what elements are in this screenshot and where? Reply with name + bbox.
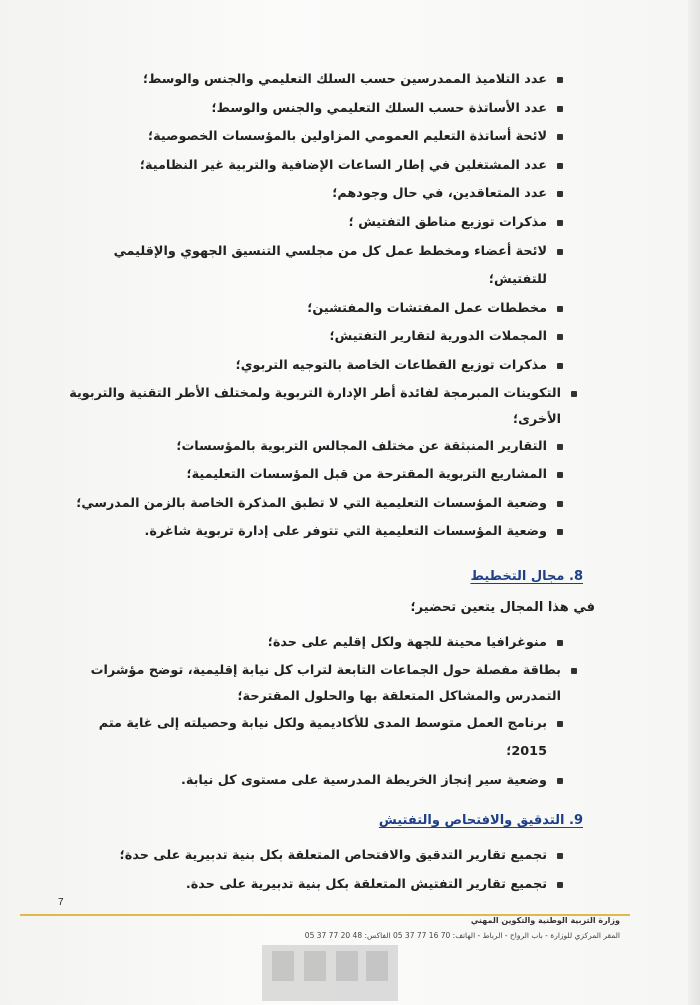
- logo-tile: [366, 951, 388, 981]
- section-9-number: 9.: [569, 813, 583, 829]
- list-item: عدد الأساتذة حسب السلك التعليمي والجنس والوسط؛: [60, 95, 565, 124]
- planning-list: [60, 629, 565, 795]
- section-9-heading: [60, 813, 583, 828]
- list-item: مذكرات توزيع مناطق التفتيش ؛: [60, 209, 565, 238]
- page-content: [60, 66, 595, 899]
- list-item: التقارير المنبثقة عن مختلف المجالس التربوية بالمؤسسات؛: [60, 433, 565, 462]
- ministry-address: المقر المركزي للوزارة - باب الرواح - الرباط - الهاتف: 70 16 77 37 05 الفاكس: 48 20 77 37 05: [304, 931, 620, 940]
- list-item: تجميع تقارير التفتيش المتعلقة بكل بنية تدبيرية على حدة.: [60, 871, 565, 900]
- footer-logo-image: [262, 945, 398, 1001]
- list-item: مخططات عمل المفتشات والمفتشين؛: [60, 295, 565, 324]
- requirements-list: [60, 66, 565, 547]
- audit-list: [60, 842, 565, 899]
- list-item: منوغرافيا محينة للجهة ولكل إقليم على حدة؛: [60, 629, 565, 658]
- list-item: تجميع تقارير التدقيق والافتحاص المتعلقة بكل بنية تدبيرية على حدة؛: [60, 842, 565, 871]
- logo-tile: [304, 951, 326, 981]
- logo-tile: [272, 951, 294, 981]
- list-item: عدد المتعاقدين، في حال وجودهم؛: [60, 180, 565, 209]
- list-item: وضعية سير إنجاز الخريطة المدرسية على مستوى كل نيابة.: [60, 767, 565, 796]
- section-8-number: 8.: [569, 568, 583, 584]
- ministry-name: وزارة التربية الوطنية والتكوين المهني: [470, 916, 620, 925]
- list-item: مذكرات توزيع القطاعات الخاصة بالتوجيه التربوي؛: [60, 352, 565, 381]
- list-item: بطاقة مفصلة حول الجماعات التابعة لتراب كل نيابة إقليمية، توضح مؤشرات التمدرس والمشاكل المتعلقة بها والحلول المقترحة؛: [60, 658, 579, 710]
- page-number: 7: [58, 897, 64, 908]
- list-item: لائحة أساتذة التعليم العمومي المزاولين بالمؤسسات الخصوصية؛: [60, 123, 565, 152]
- list-item: التكوينات المبرمجة لفائدة أطر الإدارة التربوية ولمختلف الأطر التقنية والتربوية الأخرى؛: [60, 381, 579, 433]
- list-item: لائحة أعضاء ومخطط عمل كل من مجلسي التنسيق الجهوي والإقليمي للتفتيش؛: [60, 238, 565, 295]
- page-edge: [688, 0, 700, 1005]
- section-8-title: مجال التخطيط: [470, 568, 565, 584]
- list-item: وضعية المؤسسات التعليمية التي تتوفر على إدارة تربوية شاغرة.: [60, 518, 565, 547]
- list-item: المجملات الدورية لتقارير التفتيش؛: [60, 323, 565, 352]
- section-9-title: التدقيق والافتحاص والتفتيش: [378, 813, 565, 829]
- section-8-intro: في هذا المجال يتعين تحضير؛: [410, 599, 595, 615]
- section-8-heading: [60, 569, 583, 584]
- page-footer: [0, 895, 700, 1005]
- logo-tile: [336, 951, 358, 981]
- list-item: برنامج العمل متوسط المدى للأكاديمية ولكل نيابة وحصيلته إلى غاية متم 2015؛: [60, 710, 565, 767]
- list-item: وضعية المؤسسات التعليمية التي لا تطبق المذكرة الخاصة بالزمن المدرسي؛: [60, 490, 565, 519]
- list-item: عدد المشتغلين في إطار الساعات الإضافية والتربية غير النظامية؛: [60, 152, 565, 181]
- list-item: عدد التلاميذ الممدرسين حسب السلك التعليمي والجنس والوسط؛: [60, 66, 565, 95]
- list-item: المشاريع التربوية المقترحة من قبل المؤسسات التعليمية؛: [60, 461, 565, 490]
